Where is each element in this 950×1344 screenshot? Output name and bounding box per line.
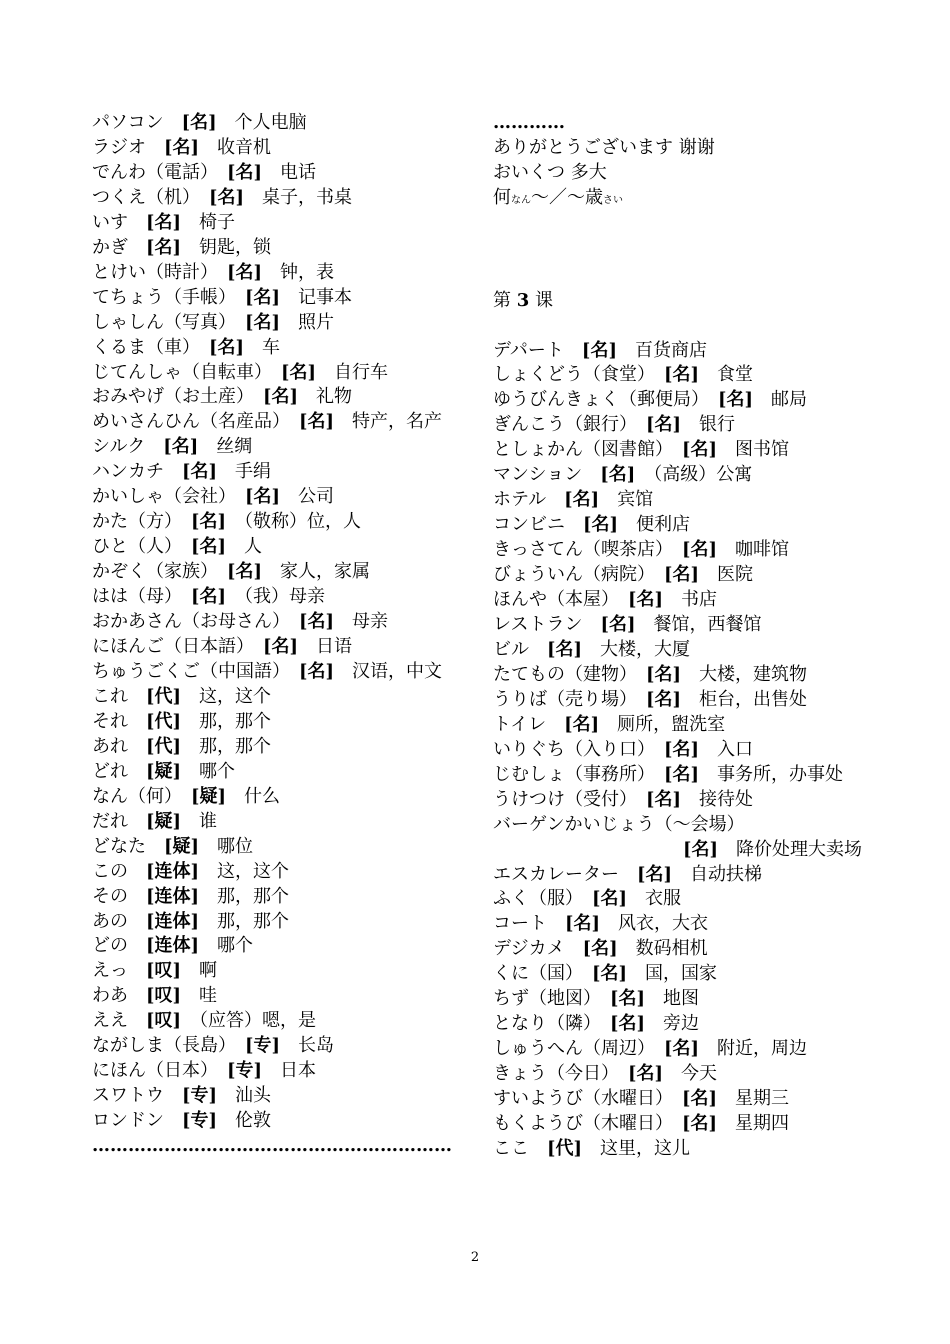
vocab-entry: どれ [疑] 哪个 bbox=[92, 760, 236, 782]
vocab-entry: かぎ [名] 钥匙，锁 bbox=[92, 236, 272, 258]
vocab-entry: うりば（売り場） [名] 柜台，出售处 bbox=[493, 688, 808, 710]
vocab-entry: あの [连体] 那，那个 bbox=[92, 910, 290, 932]
vocab-entry: デパート [名] 百货商店 bbox=[493, 339, 707, 361]
vocab-entry: とけい（時計） [名] 钟，表 bbox=[92, 261, 335, 283]
vocab-entry: ちゅうごくご（中国語） [名] 汉语，中文 bbox=[92, 660, 443, 682]
vocab-entry: ホテル [名] 宾馆 bbox=[493, 489, 654, 511]
vocab-entry: デジカメ [名] 数码相机 bbox=[493, 938, 708, 960]
vocab-entry: ビル [名] 大楼，大厦 bbox=[493, 638, 691, 660]
vocab-entry: かた（方） [名] （敬称）位，人 bbox=[92, 511, 362, 533]
vocab-entry: ながしま（長島） [专] 长岛 bbox=[92, 1035, 335, 1057]
vocab-entry: かぞく（家族） [名] 家人，家属 bbox=[92, 561, 371, 583]
vocab-entry: いす [名] 椅子 bbox=[92, 211, 236, 233]
left-bottom-dots: …………………………………………………… bbox=[92, 1135, 452, 1157]
vocab-entry: ぎんこう（銀行） [名] 银行 bbox=[493, 414, 736, 436]
vocab-entry: びょういん（病院） [名] 医院 bbox=[493, 564, 754, 586]
vocab-entry: きっさてん（喫茶店） [名] 咖啡馆 bbox=[493, 539, 790, 561]
vocab-entry: どなた [疑] 哪位 bbox=[92, 835, 254, 857]
vocab-entry: でんわ（電話） [名] 电话 bbox=[92, 161, 317, 183]
vocab-entry: つくえ（机） [名] 桌子，书桌 bbox=[92, 186, 353, 208]
vocab-entry: これ [代] 这，这个 bbox=[92, 685, 272, 707]
vocab-entry: スワトウ [专] 汕头 bbox=[92, 1085, 272, 1107]
vocab-entry: ここ [代] 这里，这儿 bbox=[493, 1138, 691, 1160]
vocab-entry: ラジオ [名] 收音机 bbox=[92, 136, 272, 158]
vocab-entry: ゆうびんきょく（郵便局） [名] 邮局 bbox=[493, 389, 808, 411]
vocab-entry: きょう（今日） [名] 今天 bbox=[493, 1063, 718, 1085]
counter-phrase: 何なん〜／〜歳さい bbox=[493, 186, 623, 208]
vocab-entry: ロンドン [专] 伦敦 bbox=[92, 1110, 272, 1132]
vocab-entry: シルク [名] 丝绸 bbox=[92, 436, 253, 458]
vocab-entry: なん（何） [疑] 什么 bbox=[92, 785, 281, 807]
vocab-entry: トイレ [名] 厕所，盥洗室 bbox=[493, 713, 726, 735]
vocab-entry: もくようび（木曜日） [名] 星期四 bbox=[493, 1113, 790, 1135]
vocab-entry: その [连体] 那，那个 bbox=[92, 885, 290, 907]
vocab-entry: エスカレーター [名] 自动扶梯 bbox=[493, 863, 763, 885]
vocab-entry: ええ [叹] （应答）嗯，是 bbox=[92, 1010, 317, 1032]
vocab-entry: はは（母） [名] （我）母亲 bbox=[92, 586, 326, 608]
vocab-entry: ひと（人） [名] 人 bbox=[92, 536, 263, 558]
vocab-entry: この [连体] 这，这个 bbox=[92, 860, 290, 882]
vocab-entry: わあ [叹] 哇 bbox=[92, 985, 218, 1007]
vocab-entry: くるま（車） [名] 车 bbox=[92, 336, 281, 358]
vocab-entry: いりぐち（入り口） [名] 入口 bbox=[493, 738, 754, 760]
vocab-entry: ほんや（本屋） [名] 书店 bbox=[493, 589, 718, 611]
vocab-entry: くに（国） [名] 国，国家 bbox=[493, 963, 718, 985]
vocab-entry: ちず（地図） [名] 地图 bbox=[493, 988, 700, 1010]
vocab-entry: バーゲンかいじょう（〜会場） bbox=[493, 813, 745, 835]
vocab-entry: うけつけ（受付） [名] 接待处 bbox=[493, 788, 754, 810]
phrase-list bbox=[493, 136, 865, 186]
right-top-dots: ………… bbox=[493, 112, 565, 133]
vocab-entry: どの [连体] 哪个 bbox=[92, 935, 254, 957]
vocab-entry: えっ [叹] 啊 bbox=[92, 960, 218, 982]
lesson-heading: 第 3 课 bbox=[493, 289, 553, 311]
vocab-entry: としょかん（図書館） [名] 图书馆 bbox=[493, 439, 790, 461]
vocab-entry: しゅうへん（周辺） [名] 附近，周边 bbox=[493, 1038, 808, 1060]
vocab-entry: かいしゃ（会社） [名] 公司 bbox=[92, 486, 335, 508]
vocab-entry: レストラン [名] 餐馆，西餐馆 bbox=[493, 614, 762, 635]
vocab-entry: パソコン [名] 个人电脑 bbox=[92, 112, 307, 133]
vocab-entry: てちょう（手帳） [名] 记事本 bbox=[92, 286, 353, 308]
left-vocabulary-column bbox=[92, 111, 464, 1159]
phrase-entry: ありがとうございます 谢谢 bbox=[493, 136, 715, 158]
vocab-entry: マンション [名] （高级）公寓 bbox=[493, 464, 753, 486]
vocab-entry: それ [代] 那，那个 bbox=[92, 710, 272, 732]
vocab-entry: じてんしゃ（自転車） [名] 自行车 bbox=[92, 361, 389, 383]
vocab-entry: おみやげ（お土産） [名] 礼物 bbox=[92, 386, 353, 408]
lesson-3-vocabulary-list bbox=[493, 339, 865, 1162]
vocab-entry: めいさんひん（名産品） [名] 特产，名产 bbox=[92, 411, 443, 433]
vocab-entry: しゃしん（写真） [名] 照片 bbox=[92, 311, 335, 333]
vocab-entry: だれ [疑] 谁 bbox=[92, 810, 218, 832]
vocab-entry: となり（隣） [名] 旁边 bbox=[493, 1013, 700, 1035]
vocab-entry: おかあさん（お母さん） [名] 母亲 bbox=[92, 611, 389, 633]
vocab-entry: すいようび（水曜日） [名] 星期三 bbox=[493, 1088, 790, 1110]
vocab-entry: あれ [代] 那，那个 bbox=[92, 735, 272, 757]
vocab-entry: ハンカチ [名] 手绢 bbox=[92, 461, 272, 483]
vocab-entry: にほん（日本） [专] 日本 bbox=[92, 1060, 317, 1082]
right-vocabulary-column bbox=[493, 111, 865, 1162]
vocab-entry: コンビニ [名] 便利店 bbox=[493, 514, 691, 536]
vocab-entry: にほんご（日本語） [名] 日语 bbox=[92, 636, 353, 658]
vocab-entry: しょくどう（食堂） [名] 食堂 bbox=[493, 364, 754, 386]
vocab-entry: ふく（服） [名] 衣服 bbox=[493, 888, 682, 910]
vocab-entry: たてもの（建物） [名] 大楼，建筑物 bbox=[493, 663, 808, 685]
vocab-entry: じむしょ（事務所） [名] 事务所，办事处 bbox=[493, 763, 844, 785]
phrase-entry: おいくつ 多大 bbox=[493, 161, 607, 183]
vocab-entry: [名] 降价处理大卖场 bbox=[683, 838, 863, 860]
vocab-entry: コート [名] 风衣，大衣 bbox=[493, 913, 709, 935]
page-number: 2 bbox=[470, 1250, 480, 1265]
